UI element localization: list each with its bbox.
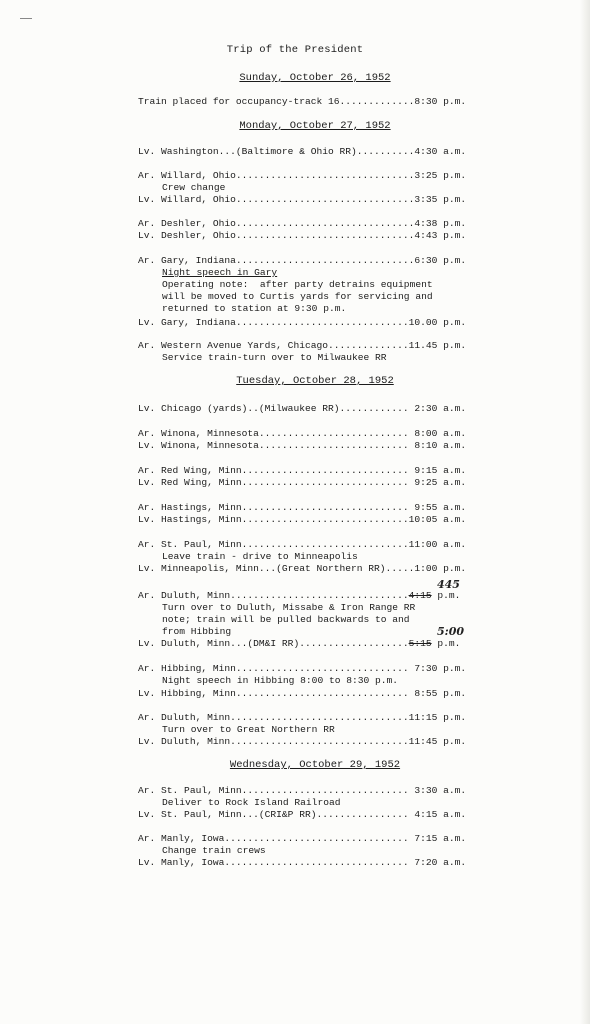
schedule-line: Ar. Red Wing, Minn............................. 9:15 a.m.	[138, 465, 467, 476]
schedule-note: Turn over to Great Northern RR	[162, 724, 335, 735]
schedule-line: Lv. Willard, Ohio...............................3:35 p.m.	[138, 194, 467, 205]
schedule-note: Deliver to Rock Island Railroad	[162, 797, 341, 808]
day-heading-sunday: Sunday, October 26, 1952	[239, 72, 391, 84]
schedule-note: Night speech in Gary	[162, 267, 278, 278]
schedule-line: Ar. Willard, Ohio...............................3:25 p.m.	[138, 170, 467, 181]
schedule-note: Turn over to Duluth, Missabe & Iron Range RR	[162, 602, 416, 613]
schedule-line: Lv. St. Paul, Minn...(CRI&P RR)................ 4:15 a.m.	[138, 809, 467, 820]
schedule-line: Lv. Manly, Iowa................................ 7:20 a.m.	[138, 857, 467, 868]
schedule-line: Ar. Winona, Minnesota.......................... 8:00 a.m.	[138, 428, 467, 439]
schedule-line: Ar. St. Paul, Minn.............................11:00 a.m.	[138, 539, 467, 550]
schedule-line: Lv. Hastings, Minn.............................10:05 a.m.	[138, 514, 467, 525]
handwritten-correction: 5:00	[437, 625, 465, 638]
schedule-line: Lv. Duluth, Minn...(DM&I RR)...................5:15 p.m.	[138, 638, 461, 649]
schedule-line: Ar. St. Paul, Minn............................. 3:30 a.m.	[138, 785, 467, 796]
schedule-note: Leave train - drive to Minneapolis	[162, 551, 358, 562]
day-heading-monday: Monday, October 27, 1952	[239, 120, 391, 132]
schedule-note: Operating note: after party detrains equipment	[162, 279, 433, 290]
schedule-note: Change train crews	[162, 845, 266, 856]
day-heading-wednesday: Wednesday, October 29, 1952	[229, 759, 401, 771]
day-heading-tuesday: Tuesday, October 28, 1952	[236, 375, 394, 387]
schedule-line: Ar. Gary, Indiana...............................6:30 p.m.	[138, 255, 467, 266]
schedule-line: Lv. Hibbing, Minn.............................. 8:55 p.m.	[138, 688, 467, 699]
schedule-line: Ar. Hibbing, Minn.............................. 7:30 p.m.	[138, 663, 467, 674]
schedule-note: Crew change	[162, 182, 226, 193]
schedule-note: from Hibbing	[162, 626, 232, 637]
schedule-line: Ar. Western Avenue Yards, Chicago..............11.45 p.m.	[138, 340, 467, 351]
schedule-line: Lv. Red Wing, Minn............................. 9:25 a.m.	[138, 477, 467, 488]
schedule-line: Ar. Manly, Iowa................................ 7:15 a.m.	[138, 833, 467, 844]
page-edge-shadow	[580, 0, 590, 1024]
schedule-line: Lv. Duluth, Minn...............................11:45 p.m.	[138, 736, 467, 747]
schedule-line: Ar. Deshler, Ohio...............................4:38 p.m.	[138, 218, 467, 229]
schedule-line: Lv. Deshler, Ohio...............................4:43 p.m.	[138, 230, 467, 241]
scan-mark	[20, 18, 32, 19]
schedule-line: Train placed for occupancy-track 16.............8:30 p.m.	[138, 96, 467, 107]
schedule-note: Service train-turn over to Milwaukee RR	[162, 352, 387, 363]
page-title: Trip of the President	[226, 44, 364, 56]
schedule-note: will be moved to Curtis yards for servicing and	[162, 291, 433, 302]
schedule-line: Lv. Gary, Indiana..............................10.00 p.m.	[138, 317, 467, 328]
schedule-line: Ar. Duluth, Minn...............................11:15 p.m.	[138, 712, 467, 723]
handwritten-correction: 445	[437, 578, 460, 591]
schedule-line: Lv. Chicago (yards)..(Milwaukee RR)............ 2:30 a.m.	[138, 403, 467, 414]
schedule-note: Night speech in Hibbing 8:00 to 8:30 p.m.	[162, 675, 399, 686]
schedule-note: note; train will be pulled backwards to and	[162, 614, 410, 625]
schedule-line: Ar. Hastings, Minn............................. 9:55 a.m.	[138, 502, 467, 513]
schedule-note: returned to station at 9:30 p.m.	[162, 303, 347, 314]
schedule-line: Lv. Washington...(Baltimore & Ohio RR)..........4:30 a.m.	[138, 146, 467, 157]
schedule-line: Lv. Winona, Minnesota.......................... 8:10 a.m.	[138, 440, 467, 451]
schedule-line: Lv. Minneapolis, Minn...(Great Northern RR).....1:00 p.m.	[138, 563, 467, 574]
schedule-line: Ar. Duluth, Minn...............................4:15 p.m.	[138, 590, 461, 601]
